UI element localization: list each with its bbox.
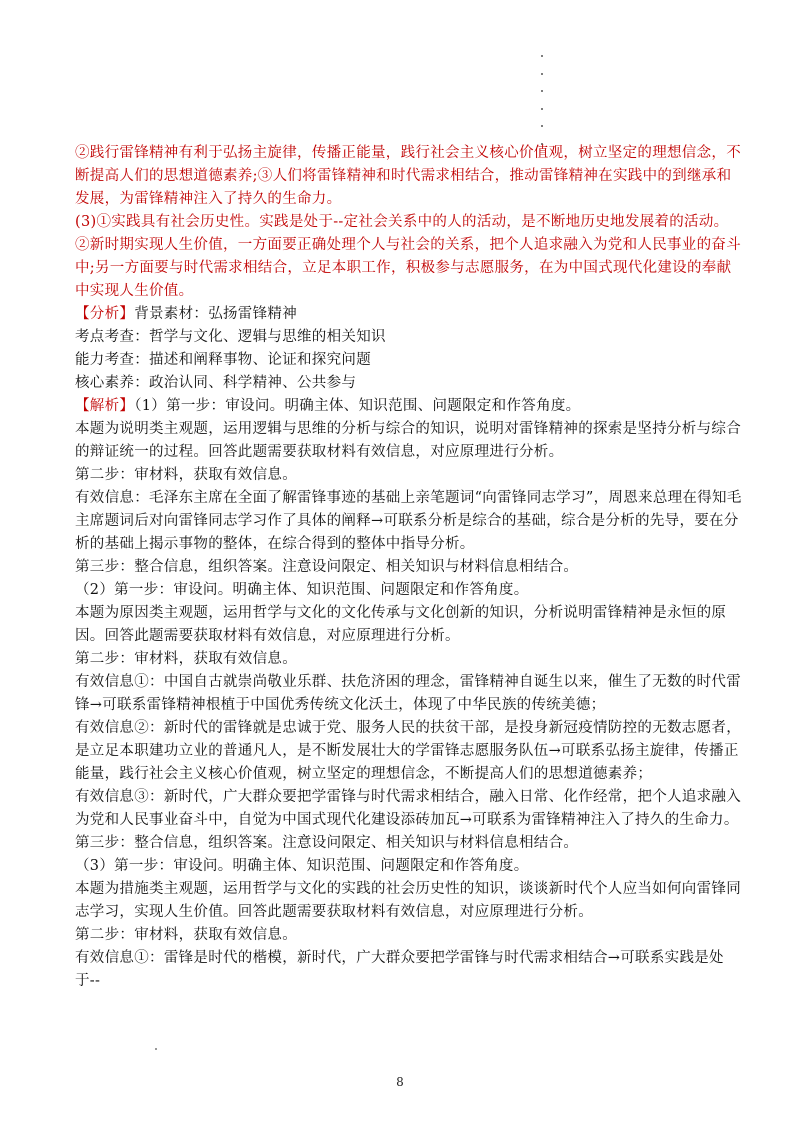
q2-step3: 第三步：整合信息，组织答案。注意设问限定、相关知识与材料信息相结合。 xyxy=(75,835,579,851)
q2-step1: （2）第一步：审设问。明确主体、知识范围、问题限定和作答角度。 xyxy=(75,582,529,598)
analysis-points: 考点考查：哲学与文化、逻辑与思维的相关知识 xyxy=(75,329,386,345)
analysis-label: 【分析】 xyxy=(75,306,135,322)
q2-info2-label: 有效信息②： xyxy=(75,720,164,736)
answer-paragraph-2: (3)①实践具有社会历史性。实践是处于--定社会关系中的人的活动，是不断地历史地发展着的活动。②新时期实现人生价值，一方面要正确处理个人与社会的关系，把个人追求融入为党和人民事业的奋斗中;另一方面要与时代需求相结合，立足本职工作，积极参与志愿服务，在为中国式现代化建设的奉献中实现人生价值。 xyxy=(75,214,741,299)
q3-description: 本题为措施类主观题，运用哲学与文化的实践的社会历史性的知识，谈谈新时代个人应当如何向雷锋同志学习，实现人生价值。回答此题需要获取材料有效信息，对应原理进行分析。 xyxy=(75,881,741,920)
q1-description: 本题为说明类主观题，运用逻辑与思维的分析与综合的知识，说明对雷锋精神的探索是坚持分析与综合的辩证统一的过程。回答此题需要获取材料有效信息，对应原理进行分析。 xyxy=(75,421,741,460)
dot xyxy=(541,73,543,75)
q2-info3-text: 新时代，广大群众要把学雷锋与时代需求相结合，融入日常、化作经常，把个人追求融入为党和人民事业奋斗中，自觉为中国式现代化建设添砖加瓦→可联系为雷锋精神注入了持久的生命力。 xyxy=(75,789,742,828)
content xyxy=(75,142,743,993)
dot xyxy=(541,90,543,92)
binding-dots xyxy=(541,55,547,145)
analysis-literacy: 核心素养：政治认同、科学精神、公共参与 xyxy=(75,375,357,391)
q1-step1: （1）第一步：审设问。明确主体、知识范围、问题限定和作答角度。 xyxy=(134,398,581,414)
q1-info-label: 有效信息： xyxy=(75,490,149,506)
q2-description: 本题为原因类主观题，运用哲学与文化的文化传承与文化创新的知识，分析说明雷锋精神是永恒的原因。回答此题需要获取材料有效信息，对应原理进行分析。 xyxy=(75,605,727,644)
scan-dot xyxy=(155,1048,157,1050)
page-number: 8 xyxy=(396,1075,404,1089)
q2-info-3 xyxy=(75,786,743,832)
q3-step2: 第二步：审材料，获取有效信息。 xyxy=(75,927,297,943)
q2-info1-text: 中国自古就崇尚敬业乐群、扶危济困的理念，雷锋精神自诞生以来，催生了无数的时代雷锋→可联系雷锋精神根植于中国优秀传统文化沃土，体现了中华民族的传统美德； xyxy=(75,674,742,713)
analysis-ability: 能力考查：描述和阐释事物、论证和探究问题 xyxy=(75,352,371,368)
analysis-background: 背景素材：弘扬雷锋精神 xyxy=(134,306,298,322)
dot xyxy=(541,108,543,110)
explanation-line xyxy=(75,395,743,418)
answer-paragraph-1: ②践行雷锋精神有利于弘扬主旋律，传播正能量，践行社会主义核心价值观，树立坚定的理想信念，不断提高人们的思想道德素养;③人们将雷锋精神和时代需求相结合，推动雷锋精神在实践中的到继承和发展，为雷锋精神注入了持久的生命力。 xyxy=(75,145,741,207)
q2-step2: 第二步：审材料，获取有效信息。 xyxy=(75,651,297,667)
explanation-label: 【解析】 xyxy=(75,398,135,414)
q2-info-2 xyxy=(75,717,743,786)
q2-info1-label: 有效信息①： xyxy=(75,674,164,690)
q1-step3: 第三步：整合信息，组织答案。注意设问限定、相关知识与材料信息相结合。 xyxy=(75,559,579,575)
dot xyxy=(541,125,543,127)
q3-step1: （3）第一步：审设问。明确主体、知识范围、问题限定和作答角度。 xyxy=(75,858,529,874)
q1-info xyxy=(75,487,743,556)
q1-info-text: 毛泽东主席在全面了解雷锋事迹的基础上亲笔题词“向雷锋同志学习”，周恩来总理在得知毛主席题词后对向雷锋同志学习作了具体的阐释→可联系分析是综合的基础，综合是分析的先导，要在分析的基础上揭示事物的整体，在综合得到的整体中指导分析。 xyxy=(75,490,742,552)
q2-info2-text: 新时代的雷锋就是忠诚于党、服务人民的扶贫干部，是投身新冠疫情防控的无数志愿者，是立足本职建功立业的普通凡人，是不断发展壮大的学雷锋志愿服务队伍→可联系弘扬主旋律，传播正能量，践行社会主义核心价值观，树立坚定的理想信念，不断提高人们的思想道德素养； xyxy=(75,720,742,782)
q1-step2: 第二步：审材料，获取有效信息。 xyxy=(75,467,297,483)
q3-info1-label: 有效信息①： xyxy=(75,950,164,966)
q2-info3-label: 有效信息③： xyxy=(75,789,164,805)
q3-info1-text: 雷锋是时代的楷模，新时代，广大群众要把学雷锋与时代需求相结合→可联系实践是处于-- xyxy=(75,950,724,989)
q3-info-1 xyxy=(75,947,743,993)
analysis-line xyxy=(75,303,743,326)
dot xyxy=(541,55,543,57)
q2-info-1 xyxy=(75,671,743,717)
